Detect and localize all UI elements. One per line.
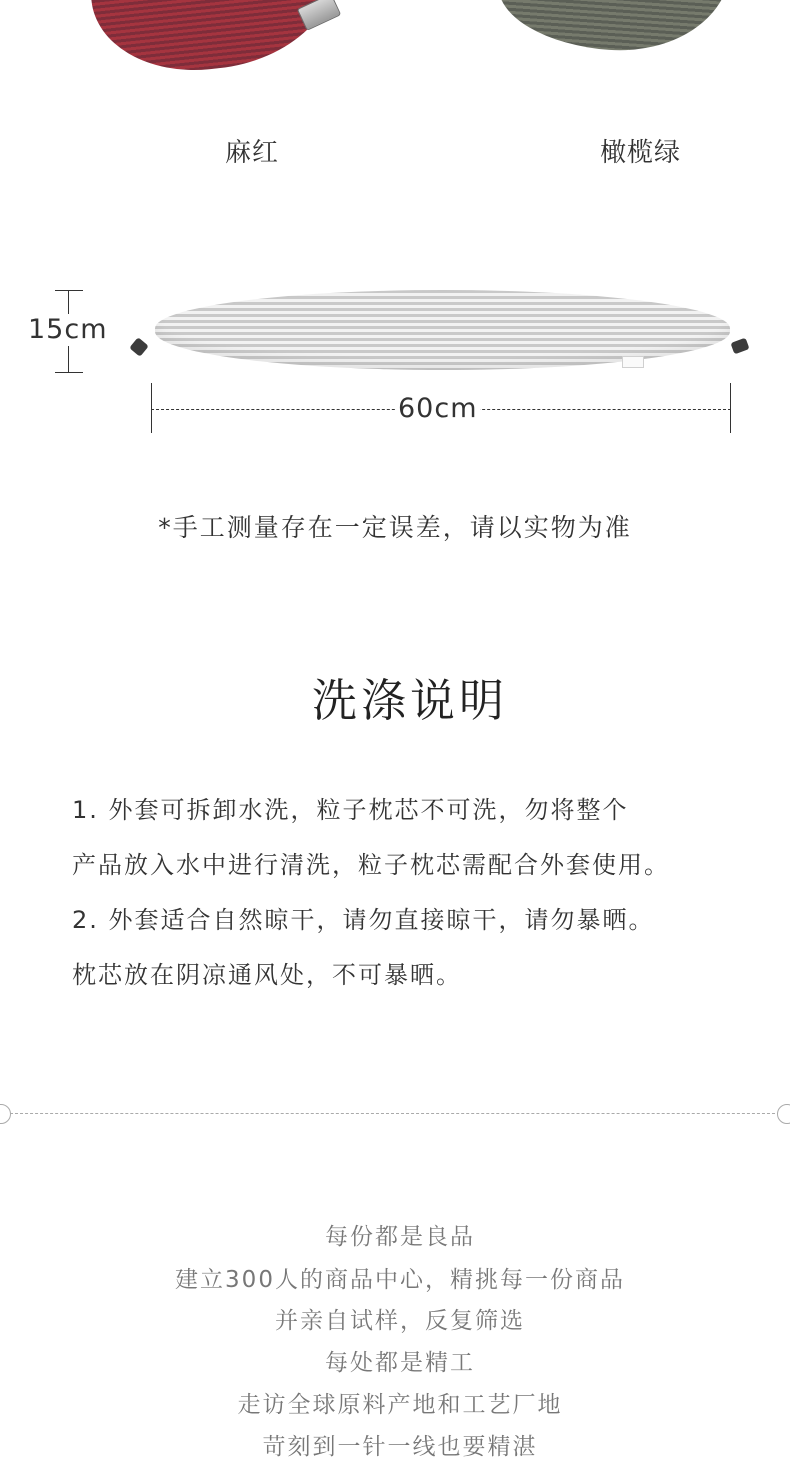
divider-circle-icon	[0, 1104, 11, 1124]
section-title: 洗涤说明	[311, 674, 508, 727]
height-dimension-cap	[55, 290, 83, 291]
divider-circle-icon	[777, 1104, 790, 1124]
height-dimension-cap	[55, 372, 83, 373]
washing-instruction-line: 产品放入水中进行清洗，粒子枕芯需配合外套使用。	[72, 851, 670, 879]
washing-instruction-line: 2. 外套适合自然晾干，请勿直接晾干，请勿暴晒。	[72, 906, 655, 934]
tagline-line: 走访全球原料产地和工艺厂地	[237, 1392, 563, 1418]
tagline-line: 每份都是良品	[325, 1224, 475, 1250]
tagline-line: 每处都是精工	[325, 1350, 475, 1376]
tagline-line: 苛刻到一针一线也要精湛	[262, 1434, 538, 1460]
drawstring-toggle-icon	[730, 338, 749, 355]
width-dimension-cap	[730, 383, 731, 433]
tagline-line: 并亲自试样，反复筛选	[275, 1308, 525, 1334]
measurement-note: *手工测量存在一定误差，请以实物为准	[158, 513, 632, 542]
width-dimension-cap	[151, 383, 152, 433]
tagline-line: 建立300人的商品中心，精挑每一份商品	[175, 1267, 625, 1293]
width-label: 60cm	[398, 393, 478, 424]
washing-instruction-line: 1. 外套可拆卸水洗，粒子枕芯不可洗，勿将整个	[72, 796, 629, 824]
color-label-green: 橄榄绿	[600, 138, 682, 168]
pillow-tag-icon	[622, 356, 644, 368]
color-label-red: 麻红	[225, 138, 280, 168]
washing-instruction-line: 枕芯放在阴凉通风处，不可暴晒。	[72, 961, 462, 989]
divider	[10, 1113, 780, 1114]
height-label: 15cm	[28, 314, 108, 345]
green-swatch-image	[494, 0, 731, 58]
drawstring-toggle-icon	[129, 337, 149, 357]
